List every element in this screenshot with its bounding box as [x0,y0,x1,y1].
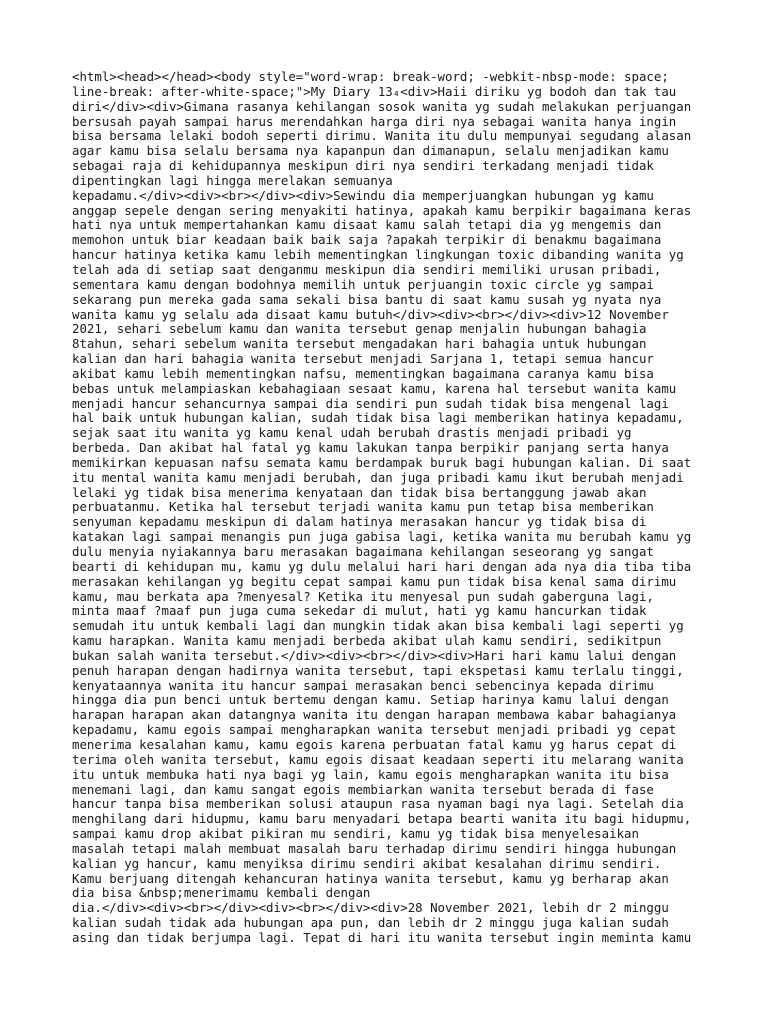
text-line: harapan harapan akan datangnya wanita itu dengan harapan membawa kabar bahagianya [72,707,677,723]
text-line: hancur hatinya ketika kamu lebih mementingkan lingkungan toxic dibanding wanita yg [72,247,684,263]
text-line: penuh harapan dengan hadirnya wanita tersebut, tapi ekspetasi kamu terlalu tinggi, [72,662,684,678]
text-line: 8tahun, sehari sebelum wanita tersebut mengadakan hari bahagia untuk hubungan [72,336,647,352]
text-line: itu untuk membuka hati nya bagi yg lain, kamu egois mengharapkan wanita itu bisa [72,766,669,782]
text-line: agar kamu bisa selalu bersama nya kapanpun dan dimanapun, selalu menjadikan kamu [72,143,669,159]
text-line: kepadamu, kamu egois sampai mengharapkan wanita tersebut menjadi pribadi yg cepat [72,722,677,738]
text-line: perbuatanmu. Ketika hal tersebut terjadi wanita kamu pun tetap bisa memberikan [72,499,654,515]
text-line: dulu menyia nyiakannya baru merasakan bagaimana kehilangan seseorang yg sangat [72,544,654,559]
text-line: bersusah payah sampai harus merendahkan harga diri nya sebagai wanita hanya ingin [72,113,677,129]
text-line: terima oleh wanita tersebut, kamu egois disaat keadaan seperti itu melarang wanita [72,751,684,767]
text-line: katakan lagi sampai menangis pun juga gabisa lagi, ketika wanita mu berubah kamu yg [72,529,692,545]
text-line: menjadi hancur sehancurnya sampai dia sendiri pun sudah tidak bisa mengenal lagi [72,395,669,411]
document-page [72,70,704,946]
text-line: telah ada di setiap saat denganmu meskipun dia sendiri memiliki urusan pribadi, [72,261,662,277]
text-line: hingga dia pun benci untuk bertemu dengan kamu. Setiap harinya kamu lalui dengan [72,692,669,708]
text-line: menemani lagi, dan kamu sangat egois membiarkan wanita tersebut berada di fase [72,781,654,797]
text-line: kalian sudah tidak ada hubungan apa pun, dan lebih dr 2 minggu juga kalian sudah [72,915,669,931]
text-line: kalian dan hari bahagia wanita tersebut menjadi Sarjana 1, tetapi semua hancur [72,351,654,367]
text-line: menerima kesalahan kamu, kamu egois karena perbuatan fatal kamu yg harus cepat di [72,736,677,752]
text-line: berbeda. Dan akibat hal fatal yg kamu lakukan tanpa berpikir panjang serta hanya [72,440,669,456]
text-line: kepadamu.</div><div><br></div><div>Sewindu dia memperjuangkan hubungan yg kamu [72,187,654,203]
text-line: sementara kamu dengan bodohnya memilih untuk perjuangin toxic circle yg sampai [72,276,654,292]
text-line: Kamu berjuang ditengah kehancuran hatinya wanita tersebut, kamu yg berharap akan [72,870,669,886]
text-line: menghilang dari hidupmu, kamu baru menyadari betapa bearti wanita itu bagi hidupmu, [72,811,692,827]
text-line: kamu harapkan. Wanita kamu menjadi berbeda akibat ulah kamu sendiri, sedikitpun [72,633,662,649]
text-line: akibat kamu lebih mementingkan nafsu, mementingkan bagaimana caranya kamu bisa [72,365,654,381]
text-line: memohon untuk biar keadaan baik baik saja ?apakah terpikir di benakmu bagaimana [72,232,662,248]
text-line: wanita kamu yg selalu ada disaat kamu butuh</div><div><br></div><div>12 November [72,306,669,322]
text-line: hal baik untuk hubungan kalian, sudah tidak bisa lagi memberikan hatinya kepadamu, [72,410,684,426]
text-line: merasakan kehilangan yg begitu cepat sampai kamu pun tidak bisa kenal sama dirimu [72,573,677,589]
text-line: asing dan tidak berjumpa lagi. Tepat di hari itu wanita tersebut ingin meminta kamu [72,929,692,945]
text-line: dipentingkan lagi hingga merelakan semuanya [72,172,393,188]
text-line: bukan salah wanita tersebut.</div><div><br></div><div>Hari hari kamu lalui dengan [72,647,677,663]
text-line: memikirkan kepuasan nafsu semata kamu berdampak buruk bagi hubungan kalian. Di saat [72,454,692,470]
text-line: hati nya untuk mempertahankan kamu disaat kamu salah tetapi dia yg mengemis dan [72,217,662,233]
text-line: senyuman kepadamu meskipun di dalam hatinya merasakan hancur yg tidak bisa di [72,514,647,530]
text-line: sejak saat itu wanita yg kamu kenal udah berubah drastis menjadi pribadi yg [72,425,632,441]
text-line: sekarang pun mereka gada sama sekali bisa bantu di saat kamu susah yg nyata nya [72,291,662,307]
text-line: kalian yg hancur, kamu menyiksa dirimu sendiri akibat kesalahan dirimu sendiri. [72,855,662,871]
text-line: dia.</div><div><br></div><div><br></div><div>28 November 2021, lebih dr 2 minggu [72,900,669,916]
text-line: itu mental wanita kamu menjadi berubah, dan juga pribadi kamu ikut berubah menjadi [72,469,684,485]
text-line: diri</div><div>Gimana rasanya kehilangan sosok wanita yg sudah melakukan perjuangan [72,98,692,114]
text-line: dia bisa &nbsp;menerimamu kembali dengan [72,885,371,901]
text-line: sebagai raja di kehidupannya meskipun diri nya sendiri terkadang menjadi tidak [72,158,654,174]
text-line: anggap sepele dengan sering menyakiti hatinya, apakah kamu berpikir bagaimana keras [72,202,692,218]
text-line: kenyataannya wanita itu hancur sampai merasakan benci sebencinya kepada dirimu [72,677,654,693]
text-line: hancur tanpa bisa memberikan solusi ataupun rasa nyaman bagi nya lagi. Setelah dia [72,796,684,812]
text-line: 2021, sehari sebelum kamu dan wanita tersebut genap menjalin hubungan bahagia [72,321,647,337]
text-line: <html><head></head><body style="word-wrap: break-word; -webkit-nbsp-mode: space; [72,69,669,84]
text-line: bebas untuk melampiaskan kebahagiaan sesaat kamu, karena hal tersebut wanita kamu [72,380,677,396]
text-line: kamu, mau berkata apa ?menyesal? Ketika itu menyesal pun sudah gaberguna lagi, [72,588,654,604]
text-line: masalah tetapi malah membuat masalah baru terhadap dirimu sendiri hingga hubungan [72,840,677,856]
text-line: sampai kamu drop akibat pikiran mu sendiri, kamu yg tidak bisa menyelesaikan [72,826,639,842]
text-line: line-break: after-white-space;">My Diary 13₄<div>Haii diriku yg bodoh dan tak tau [72,83,677,99]
text-line: minta maaf ?maaf pun juga cuma sekedar di mulut, hati yg kamu hancurkan tidak [72,603,647,619]
text-line: lelaki yg tidak bisa menerima kenyataan dan tidak bisa bertanggung jawab akan [72,484,647,500]
text-line: bisa bersama lelaki bodoh seperti dirimu. Wanita itu dulu mempunyai segudang alasan [72,128,692,144]
text-line: bearti di kehidupan mu, kamu yg dulu melalui hari hari dengan ada nya dia tiba tiba [72,558,692,574]
text-line: semudah itu untuk kembali lagi dan mungkin tidak akan bisa kembali lagi seperti yg [72,618,684,634]
